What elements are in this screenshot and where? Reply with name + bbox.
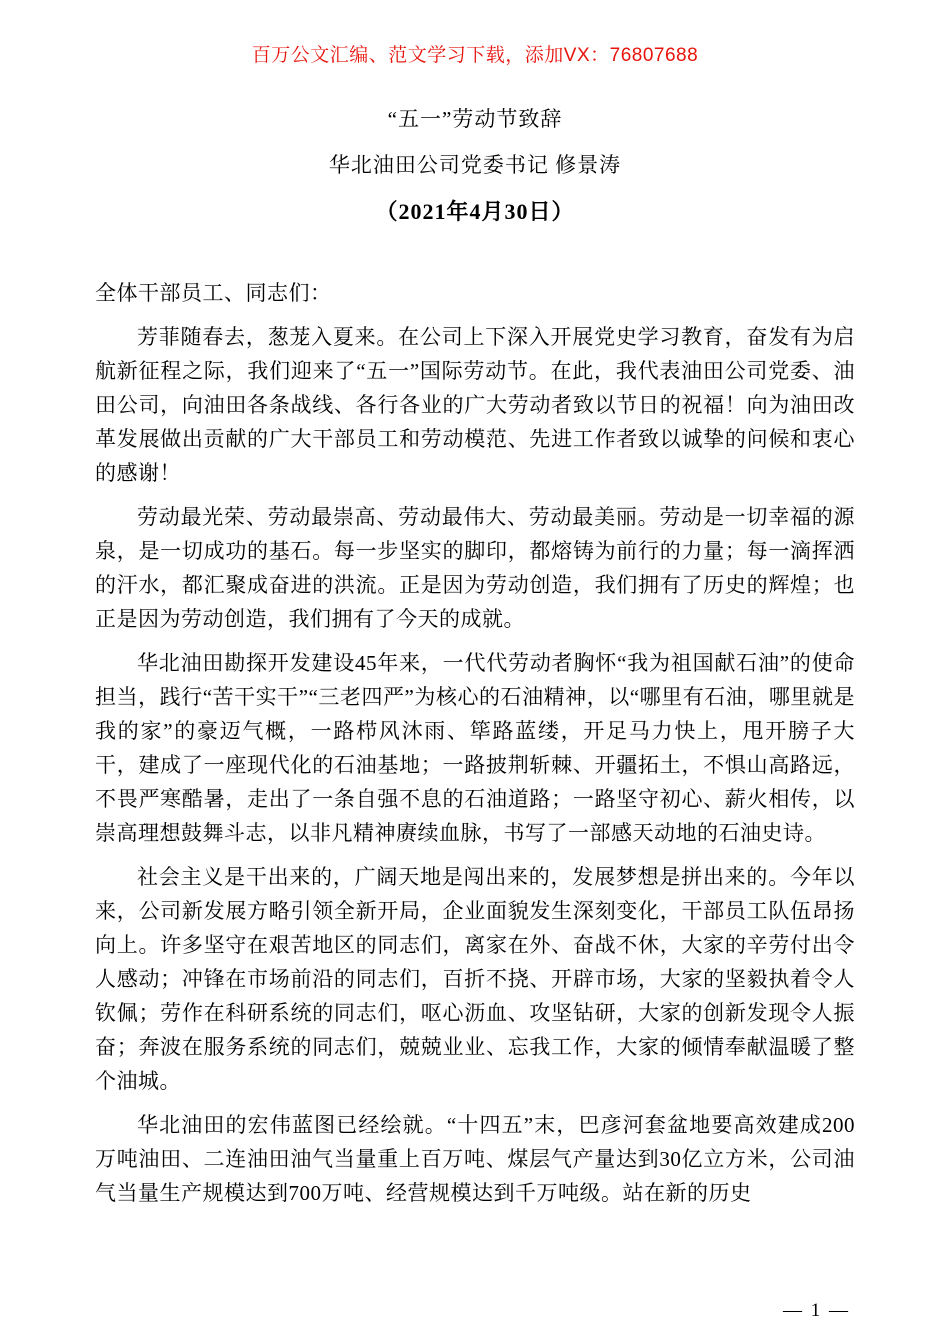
document-author: 华北油田公司党委书记 修景涛 xyxy=(328,153,622,177)
title-block xyxy=(0,103,950,226)
salutation: 全体干部员工、同志们： xyxy=(95,281,332,305)
paragraph-3: 华北油田勘探开发建设45年来，一代代劳动者胸怀“我为祖国献石油”的使命担当，践行“苦干实干”“三老四严”为核心的石油精神，以“哪里有石油，哪里就是我的家”的豪迈气概，一路栉风沐雨、筚路蓝缕，开足马力快上，甩开膀子大干，建成了一座现代化的石油基地；一路披荆斩棘、开疆拓土，不惧山高路远，不畏严寒酷暑，走出了一条自强不息的石油道路；一路坚守初心、薪火相传，以崇高理想鼓舞斗志，以非凡精神赓续血脉，书写了一部感天动地的石油史诗。 xyxy=(95,651,855,845)
page-number: — 1 — xyxy=(783,1300,850,1321)
document-date: （2021年4月30日） xyxy=(375,199,575,224)
document-title: “五一”劳动节致辞 xyxy=(387,107,563,131)
document-body xyxy=(95,276,855,1210)
paragraph-5: 华北油田的宏伟蓝图已经绘就。“十四五”末，巴彦河套盆地要高效建成200万吨油田、二连油田油气当量重上百万吨、煤层气产量达到30亿立方米，公司油气当量生产规模达到700万吨、经营规模达到千万吨级。站在新的历史 xyxy=(95,1113,855,1205)
watermark-notice: 百万公文汇编、范文学习下载，添加VX：76807688 xyxy=(251,45,699,66)
paragraph-2: 劳动最光荣、劳动最崇高、劳动最伟大、劳动最美丽。劳动是一切幸福的源泉，是一切成功的基石。每一步坚实的脚印，都熔铸为前行的力量；每一滴挥洒的汗水，都汇聚成奋进的洪流。正是因为劳动创造，我们拥有了历史的辉煌；也正是因为劳动创造，我们拥有了今天的成就。 xyxy=(95,505,855,631)
paragraph-1: 芳菲随春去，葱茏入夏来。在公司上下深入开展党史学习教育，奋发有为启航新征程之际，我们迎来了“五一”国际劳动节。在此，我代表油田公司党委、油田公司，向油田各条战线、各行各业的广大劳动者致以节日的祝福！向为油田改革发展做出贡献的广大干部员工和劳动模范、先进工作者致以诚挚的问候和衷心的感谢！ xyxy=(95,325,855,485)
page-footer xyxy=(783,1300,850,1322)
paragraph-4: 社会主义是干出来的，广阔天地是闯出来的，发展梦想是拼出来的。今年以来，公司新发展方略引领全新开局，企业面貌发生深刻变化，干部员工队伍昂扬向上。许多坚守在艰苦地区的同志们，离家在外、奋战不休，大家的辛劳付出令人感动；冲锋在市场前沿的同志们，百折不挠、开辟市场，大家的坚毅执着令人钦佩；劳作在科研系统的同志们，呕心沥血、攻坚钻研，大家的创新发现令人振奋；奔波在服务系统的同志们，兢兢业业、忘我工作，大家的倾情奉献温暖了整个油城。 xyxy=(95,865,855,1093)
